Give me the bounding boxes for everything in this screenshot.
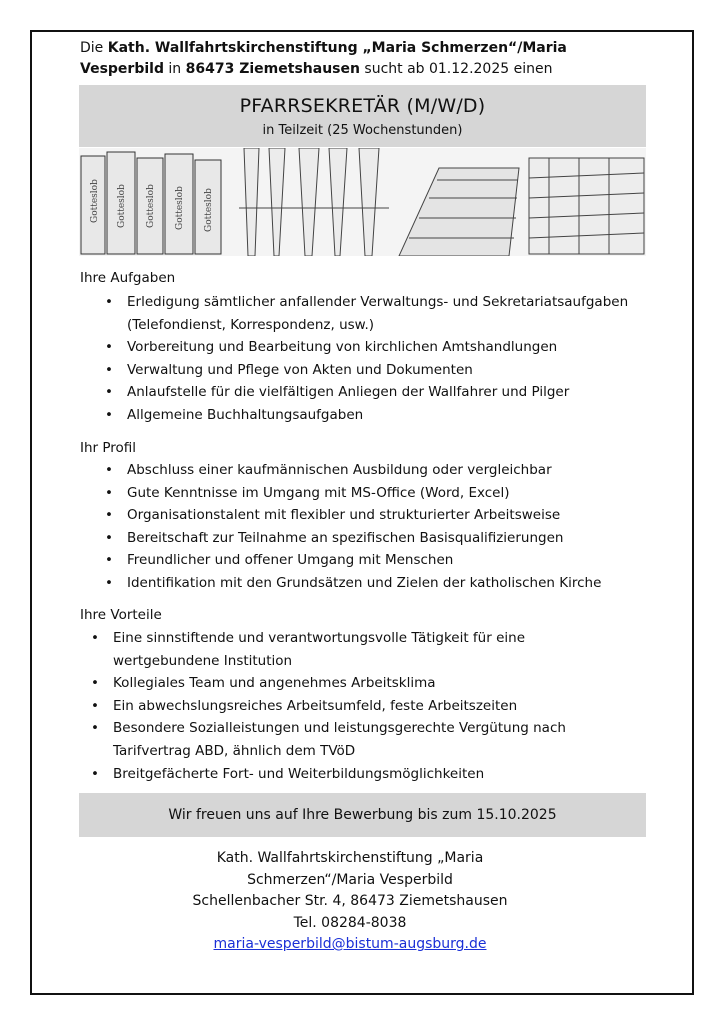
contact-address: Schellenbacher Str. 4, 86473 Ziemetshausen <box>192 893 508 909</box>
list-item: • Ein abwechslungsreiches Arbeitsumfeld, feste Arbeitszeiten <box>91 697 518 714</box>
section-title-aufgaben: Ihre Aufgaben <box>80 270 176 286</box>
contact-org-line2: Schmerzen“/Maria Vesperbild <box>247 871 453 888</box>
contact-phone: Tel. 08284-8038 <box>293 914 407 931</box>
book-label: Gotteslob <box>175 186 185 230</box>
vorteile-list <box>91 627 633 785</box>
list-item: • Identifikation mit den Grundsätzen und Zielen der katholischen Kirche <box>105 574 602 591</box>
list-item: • Vorbereitung und Bearbeitung von kirchlichen Amtshandlungen <box>105 339 558 356</box>
intro-org: Kath. Wallfahrtskirchenstiftung „Maria Schmerzen“/Maria Vesperbild <box>80 40 567 77</box>
intro-place: 86473 Ziemetshausen <box>185 61 360 77</box>
book-label: Gotteslob <box>146 184 156 228</box>
list-item: • Organisationstalent mit flexibler und strukturierter Arbeitsweise <box>105 507 561 524</box>
list-item: • Anlaufstelle für die vielfältigen Anliegen der Wallfahrer und Pilger <box>105 384 570 401</box>
intro-suffix: sucht ab 01.12.2025 einen <box>359 61 553 77</box>
list-item: • Gute Kenntnisse im Umgang mit MS-Office (Word, Excel) <box>105 484 510 501</box>
intro-text <box>80 38 650 80</box>
job-header <box>79 85 646 147</box>
book-label: Gotteslob <box>90 179 100 223</box>
contact-block <box>130 848 570 956</box>
job-subtitle: in Teilzeit (25 Wochenstunden) <box>262 123 463 138</box>
job-title: PFARRSEKRETÄR (M/W/D) <box>239 95 486 117</box>
list-item: • Freundlicher und offener Umgang mit Menschen <box>105 552 454 569</box>
list-item: • Abschluss einer kaufmännischen Ausbildung oder vergleichbar <box>105 462 552 478</box>
list-item: • Kollegiales Team und angenehmes Arbeitsklima <box>91 675 436 692</box>
list-item: • Breitgefächerte Fort- und Weiterbildungsmöglichkeiten <box>91 765 485 782</box>
church-sketch-image <box>79 148 646 256</box>
book-label: Gotteslob <box>204 188 214 232</box>
section-title-profil: Ihr Profil <box>80 440 137 456</box>
list-item: • Verwaltung und Pflege von Akten und Dokumenten <box>105 361 473 378</box>
application-deadline <box>79 793 646 837</box>
list-item: • Allgemeine Buchhaltungsaufgaben <box>105 406 364 423</box>
intro-mid: in <box>163 61 186 77</box>
intro-prefix: Die <box>80 40 108 56</box>
list-item: • Besondere Sozialleistungen und leistungsgerechte Vergütung nach Tarifvertrag ABD, ähnlich dem TVöD <box>91 720 566 759</box>
contact-email-link[interactable]: maria-vesperbild@bistum-augsburg.de <box>213 936 487 952</box>
book-label: Gotteslob <box>117 184 127 228</box>
contact-org-line1: Kath. Wallfahrtskirchenstiftung „Maria <box>216 850 484 866</box>
list-item: • Erledigung sämtlicher anfallender Verwaltungs- und Sekretariatsaufgaben (Telefondienst, Korrespondenz, usw.) <box>105 294 629 333</box>
profil-list <box>105 459 647 595</box>
deadline-text: Wir freuen uns auf Ihre Bewerbung bis zum 15.10.2025 <box>168 807 557 823</box>
pews-row-sketch <box>529 158 644 254</box>
aufgaben-list <box>105 291 647 427</box>
list-item: • Bereitschaft zur Teilnahme an spezifischen Basisqualifizierungen <box>105 529 564 546</box>
section-title-vorteile: Ihre Vorteile <box>80 607 162 623</box>
list-item: • Eine sinnstiftende und verantwortungsvolle Tätigkeit für eine wertgebundene Institution <box>91 630 525 669</box>
